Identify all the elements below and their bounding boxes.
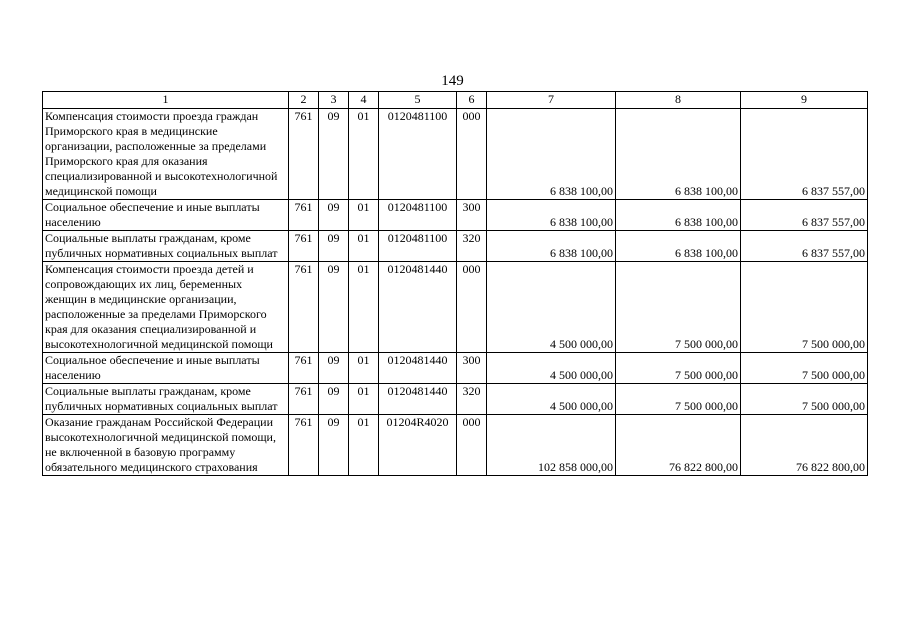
budget-table [42,91,868,476]
table-row [43,231,868,262]
table-row [43,415,868,476]
code-cell: 01204R4020 [379,415,457,476]
column-header: 5 [379,92,457,109]
amount-cell: 6 838 100,00 [487,231,616,262]
amount-cell: 4 500 000,00 [487,384,616,415]
amount-cell: 6 838 100,00 [487,109,616,200]
amount-cell: 76 822 800,00 [741,415,868,476]
code-cell: 300 [457,353,487,384]
code-cell: 0120481440 [379,262,457,353]
code-cell: 01 [349,384,379,415]
code-cell: 300 [457,200,487,231]
table-row [43,200,868,231]
column-header: 3 [319,92,349,109]
code-cell: 000 [457,415,487,476]
column-header: 1 [43,92,289,109]
code-cell: 09 [319,231,349,262]
code-cell: 09 [319,262,349,353]
amount-cell: 7 500 000,00 [741,353,868,384]
code-cell: 01 [349,200,379,231]
amount-cell: 6 838 100,00 [616,109,741,200]
amount-cell: 6 837 557,00 [741,200,868,231]
code-cell: 761 [289,200,319,231]
table-row [43,353,868,384]
amount-cell: 6 837 557,00 [741,109,868,200]
code-cell: 09 [319,353,349,384]
code-cell: 761 [289,384,319,415]
code-cell: 000 [457,262,487,353]
table-row [43,384,868,415]
code-cell: 320 [457,384,487,415]
expense-item-name: Социальное обеспечение и иные выплаты населению [43,353,289,384]
code-cell: 761 [289,415,319,476]
code-cell: 0120481100 [379,200,457,231]
code-cell: 09 [319,200,349,231]
amount-cell: 76 822 800,00 [616,415,741,476]
amount-cell: 7 500 000,00 [616,262,741,353]
amount-cell: 6 837 557,00 [741,231,868,262]
code-cell: 0120481440 [379,353,457,384]
column-header: 9 [741,92,868,109]
code-cell: 761 [289,262,319,353]
column-header: 8 [616,92,741,109]
code-cell: 0120481100 [379,231,457,262]
code-cell: 09 [319,415,349,476]
table-row [43,262,868,353]
amount-cell: 7 500 000,00 [741,384,868,415]
expense-item-name: Компенсация стоимости проезда граждан Приморского края в медицинские организации, расположенные за пределами Приморского края для оказания специализированной и высокотехнологичной медицинской помощи [43,109,289,200]
expense-item-name: Социальные выплаты гражданам, кроме публичных нормативных социальных выплат [43,384,289,415]
code-cell: 0120481100 [379,109,457,200]
column-number-row [43,92,868,109]
column-header: 7 [487,92,616,109]
code-cell: 761 [289,353,319,384]
code-cell: 01 [349,109,379,200]
expense-item-name: Компенсация стоимости проезда детей и сопровождающих их лиц, беременных женщин в медицинские организации, расположенные за пределами Приморского края для оказания специализированной и высокотехнологичной медицинской помощи [43,262,289,353]
code-cell: 000 [457,109,487,200]
code-cell: 09 [319,109,349,200]
amount-cell: 7 500 000,00 [741,262,868,353]
code-cell: 761 [289,231,319,262]
amount-cell: 6 838 100,00 [487,200,616,231]
code-cell: 01 [349,415,379,476]
column-header: 2 [289,92,319,109]
table-row [43,109,868,200]
amount-cell: 4 500 000,00 [487,353,616,384]
amount-cell: 7 500 000,00 [616,353,741,384]
amount-cell: 4 500 000,00 [487,262,616,353]
amount-cell: 6 838 100,00 [616,200,741,231]
expense-item-name: Социальные выплаты гражданам, кроме публичных нормативных социальных выплат [43,231,289,262]
code-cell: 0120481440 [379,384,457,415]
expense-item-name: Социальное обеспечение и иные выплаты населению [43,200,289,231]
amount-cell: 7 500 000,00 [616,384,741,415]
code-cell: 01 [349,262,379,353]
page-number: 149 [441,73,464,89]
expense-item-name: Оказание гражданам Российской Федерации высокотехнологичной медицинской помощи, не включенной в базовую программу обязательного медицинского страхования [43,415,289,476]
code-cell: 320 [457,231,487,262]
code-cell: 761 [289,109,319,200]
code-cell: 01 [349,353,379,384]
amount-cell: 6 838 100,00 [616,231,741,262]
column-header: 4 [349,92,379,109]
column-header: 6 [457,92,487,109]
code-cell: 09 [319,384,349,415]
amount-cell: 102 858 000,00 [487,415,616,476]
code-cell: 01 [349,231,379,262]
